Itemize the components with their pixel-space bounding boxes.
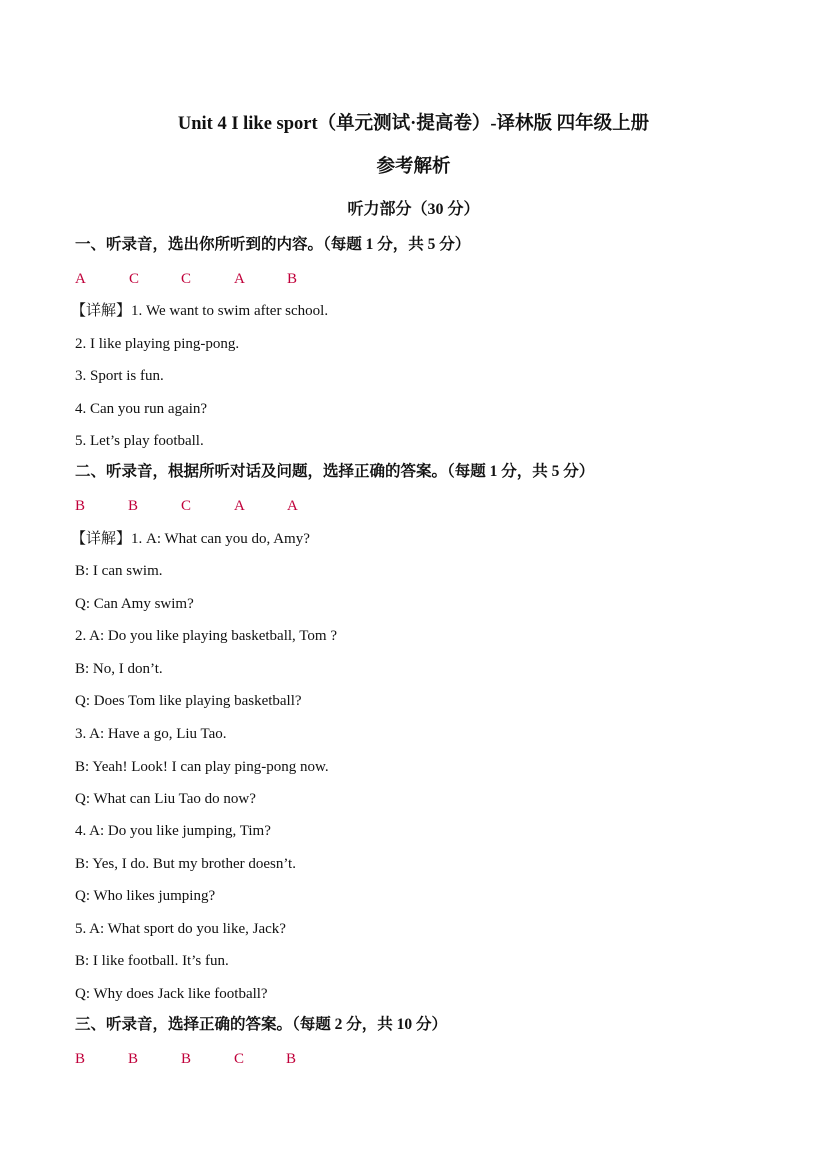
explanation-line xyxy=(71,301,329,321)
explanation-line: 2. A: Do you like playing basketball, Tom ? xyxy=(75,628,337,644)
answer-item: A xyxy=(234,271,245,287)
answer-item: B xyxy=(128,1051,139,1067)
answer-item: B xyxy=(287,271,298,287)
answer-item: B xyxy=(75,498,86,514)
explanation-line: 5. Let’s play football. xyxy=(75,433,204,449)
answer-item: A xyxy=(234,498,245,514)
explanation-line: 3. Sport is fun. xyxy=(75,368,164,384)
explanation-line: Q: What can Liu Tao do now? xyxy=(75,791,256,807)
explanation-line xyxy=(71,529,310,549)
explanation-line: 2. I like playing ping-pong. xyxy=(75,336,240,352)
answer-item: B xyxy=(128,498,139,514)
answer-item: A xyxy=(287,498,298,514)
document-subtitle: 参考解析 xyxy=(376,157,451,177)
explanation-line: Q: Why does Jack like football? xyxy=(75,986,268,1002)
explanation-text: 1. A: What can you do, Amy? xyxy=(131,531,310,547)
explanation-line: 5. A: What sport do you like, Jack? xyxy=(75,921,286,937)
answer-item: C xyxy=(181,498,192,514)
section-1-heading: 一、听录音，选出你所听到的内容。（每题 1 分，共 5 分） xyxy=(75,236,471,253)
explanation-tag: 【详解】 xyxy=(71,531,132,547)
explanation-line: B: Yes, I do. But my brother doesn’t. xyxy=(75,856,296,872)
explanation-tag: 【详解】 xyxy=(71,303,132,319)
explanation-line: 3. A: Have a go, Liu Tao. xyxy=(75,726,227,742)
section-3-heading: 三、听录音，选择正确的答案。（每题 2 分，共 10 分） xyxy=(75,1016,448,1033)
explanation-line: 4. Can you run again? xyxy=(75,401,208,417)
explanation-line: 4. A: Do you like jumping, Tim? xyxy=(75,823,271,839)
explanation-line: Q: Who likes jumping? xyxy=(75,888,216,904)
answer-item: C xyxy=(234,1051,245,1067)
explanation-line: B: Yeah! Look! I can play ping-pong now. xyxy=(75,759,329,775)
section-2-heading: 二、听录音，根据所听对话及问题，选择正确的答案。（每题 1 分，共 5 分） xyxy=(75,463,595,480)
explanation-line: Q: Does Tom like playing basketball? xyxy=(75,693,302,709)
explanation-text: 1. We want to swim after school. xyxy=(131,303,329,319)
part-title: 听力部分（30 分） xyxy=(347,201,480,218)
answer-item: C xyxy=(129,271,140,287)
explanation-line: B: I like football. It’s fun. xyxy=(75,953,229,969)
explanation-line: Q: Can Amy swim? xyxy=(75,596,194,612)
document-title: Unit 4 I like sport（单元测试·提高卷）-译林版 四年级上册 xyxy=(177,114,650,134)
answer-item: A xyxy=(75,271,86,287)
answer-item: C xyxy=(181,271,192,287)
answer-item: B xyxy=(75,1051,86,1067)
answer-item: B xyxy=(286,1051,297,1067)
explanation-line: B: I can swim. xyxy=(75,563,163,579)
answer-item: B xyxy=(181,1051,192,1067)
explanation-line: B: No, I don’t. xyxy=(75,661,163,677)
